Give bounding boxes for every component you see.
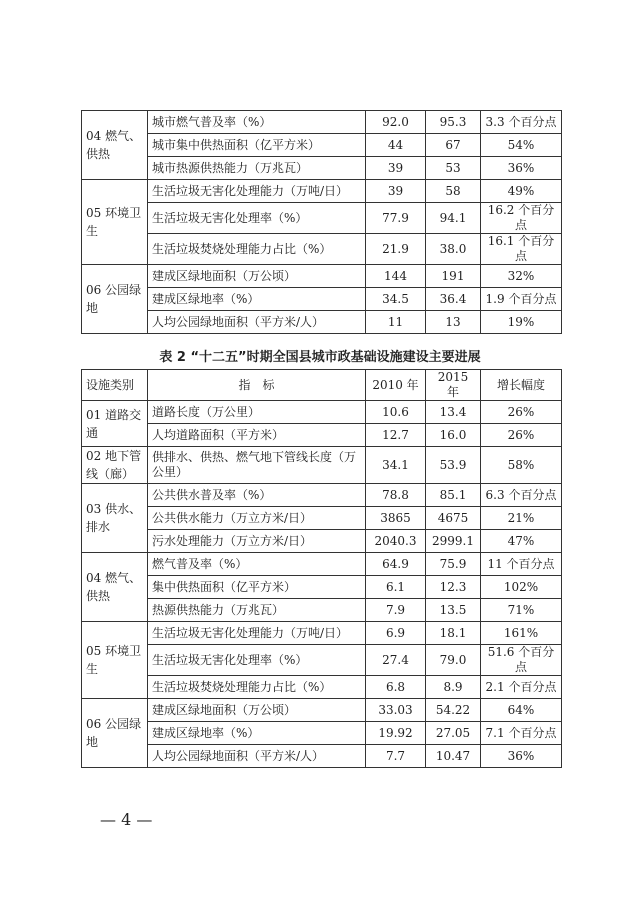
- value-2015-cell: 95.3: [426, 111, 481, 134]
- indicator-cell: 建成区绿地面积（万公顷）: [148, 265, 366, 288]
- category-cell: 04 燃气、供热: [82, 111, 148, 180]
- table-2: [81, 369, 562, 768]
- header-category: 设施类别: [82, 370, 148, 401]
- table-row: [82, 265, 562, 288]
- value-2010-cell: 77.9: [366, 203, 426, 234]
- header-2010: 2010 年: [366, 370, 426, 401]
- category-cell: 06 公园绿地: [82, 699, 148, 768]
- value-2010-cell: 144: [366, 265, 426, 288]
- value-2010-cell: 3865: [366, 507, 426, 530]
- indicator-cell: 城市燃气普及率（%）: [148, 111, 366, 134]
- indicator-cell: 生活垃圾焚烧处理能力占比（%）: [148, 234, 366, 265]
- growth-cell: 7.1 个百分点: [481, 722, 562, 745]
- value-2015-cell: 53: [426, 157, 481, 180]
- header-row: [82, 370, 562, 401]
- value-2015-cell: 54.22: [426, 699, 481, 722]
- category-cell: 01 道路交通: [82, 401, 148, 447]
- header-growth: 增长幅度: [481, 370, 562, 401]
- indicator-cell: 人均公园绿地面积（平方米/人）: [148, 311, 366, 334]
- value-2010-cell: 19.92: [366, 722, 426, 745]
- table-row: [82, 484, 562, 507]
- indicator-cell: 公共供水能力（万立方米/日）: [148, 507, 366, 530]
- table-row: [82, 134, 562, 157]
- table-row: [82, 722, 562, 745]
- growth-cell: 32%: [481, 265, 562, 288]
- value-2010-cell: 7.7: [366, 745, 426, 768]
- value-2010-cell: 10.6: [366, 401, 426, 424]
- indicator-cell: 公共供水普及率（%）: [148, 484, 366, 507]
- indicator-cell: 人均道路面积（平方米）: [148, 424, 366, 447]
- value-2010-cell: 34.1: [366, 447, 426, 484]
- value-2015-cell: 38.0: [426, 234, 481, 265]
- growth-cell: 19%: [481, 311, 562, 334]
- value-2015-cell: 2999.1: [426, 530, 481, 553]
- indicator-cell: 燃气普及率（%）: [148, 553, 366, 576]
- table-row: [82, 645, 562, 676]
- indicator-cell: 集中供热面积（亿平方米）: [148, 576, 366, 599]
- value-2010-cell: 64.9: [366, 553, 426, 576]
- growth-cell: 16.2 个百分点: [481, 203, 562, 234]
- value-2015-cell: 4675: [426, 507, 481, 530]
- value-2010-cell: 78.8: [366, 484, 426, 507]
- category-cell: 04 燃气、供热: [82, 553, 148, 622]
- category-cell: 06 公园绿地: [82, 265, 148, 334]
- value-2010-cell: 7.9: [366, 599, 426, 622]
- value-2015-cell: 75.9: [426, 553, 481, 576]
- header-indicator: 指 标: [148, 370, 366, 401]
- page-number: — 4 —: [100, 810, 153, 829]
- value-2015-cell: 27.05: [426, 722, 481, 745]
- table-row: [82, 311, 562, 334]
- indicator-cell: 污水处理能力（万立方米/日）: [148, 530, 366, 553]
- indicator-cell: 道路长度（万公里）: [148, 401, 366, 424]
- value-2010-cell: 2040.3: [366, 530, 426, 553]
- value-2015-cell: 8.9: [426, 676, 481, 699]
- growth-cell: 26%: [481, 424, 562, 447]
- value-2015-cell: 79.0: [426, 645, 481, 676]
- value-2015-cell: 53.9: [426, 447, 481, 484]
- value-2015-cell: 12.3: [426, 576, 481, 599]
- growth-cell: 51.6 个百分点: [481, 645, 562, 676]
- value-2015-cell: 85.1: [426, 484, 481, 507]
- value-2015-cell: 58: [426, 180, 481, 203]
- table-1-body: [82, 111, 562, 334]
- indicator-cell: 生活垃圾无害化处理能力（万吨/日）: [148, 180, 366, 203]
- value-2010-cell: 39: [366, 180, 426, 203]
- growth-cell: 102%: [481, 576, 562, 599]
- growth-cell: 161%: [481, 622, 562, 645]
- value-2010-cell: 92.0: [366, 111, 426, 134]
- category-cell: 05 环境卫生: [82, 622, 148, 699]
- growth-cell: 58%: [481, 447, 562, 484]
- table-2-header: [82, 370, 562, 401]
- table-2-caption: 表 2 “十二五”时期全国县城市政基础设施建设主要进展: [159, 350, 481, 365]
- table-row: [82, 699, 562, 722]
- value-2010-cell: 34.5: [366, 288, 426, 311]
- indicator-cell: 建成区绿地率（%）: [148, 722, 366, 745]
- growth-cell: 1.9 个百分点: [481, 288, 562, 311]
- table-row: [82, 622, 562, 645]
- table-row: [82, 507, 562, 530]
- category-cell: 03 供水、排水: [82, 484, 148, 553]
- table-row: [82, 599, 562, 622]
- table-row: [82, 180, 562, 203]
- table-row: [82, 676, 562, 699]
- table-row: [82, 553, 562, 576]
- indicator-cell: 城市热源供热能力（万兆瓦）: [148, 157, 366, 180]
- table-row: [82, 111, 562, 134]
- value-2015-cell: 94.1: [426, 203, 481, 234]
- table-row: [82, 203, 562, 234]
- growth-cell: 49%: [481, 180, 562, 203]
- table-row: [82, 447, 562, 484]
- indicator-cell: 生活垃圾无害化处理能力（万吨/日）: [148, 622, 366, 645]
- value-2010-cell: 27.4: [366, 645, 426, 676]
- value-2010-cell: 39: [366, 157, 426, 180]
- growth-cell: 2.1 个百分点: [481, 676, 562, 699]
- indicator-cell: 生活垃圾无害化处理率（%）: [148, 645, 366, 676]
- indicator-cell: 供排水、供热、燃气地下管线长度（万公里）: [148, 447, 366, 484]
- value-2010-cell: 11: [366, 311, 426, 334]
- table-row: [82, 424, 562, 447]
- table-row: [82, 401, 562, 424]
- growth-cell: 54%: [481, 134, 562, 157]
- value-2010-cell: 33.03: [366, 699, 426, 722]
- table-row: [82, 576, 562, 599]
- value-2015-cell: 10.47: [426, 745, 481, 768]
- value-2015-cell: 67: [426, 134, 481, 157]
- growth-cell: 64%: [481, 699, 562, 722]
- table-row: [82, 234, 562, 265]
- category-cell: 02 地下管线（廊）: [82, 447, 148, 484]
- indicator-cell: 人均公园绿地面积（平方米/人）: [148, 745, 366, 768]
- indicator-cell: 热源供热能力（万兆瓦）: [148, 599, 366, 622]
- table-1-continued: [81, 110, 562, 334]
- indicator-cell: 建成区绿地率（%）: [148, 288, 366, 311]
- value-2010-cell: 6.9: [366, 622, 426, 645]
- header-2015: 2015 年: [426, 370, 481, 401]
- value-2015-cell: 16.0: [426, 424, 481, 447]
- indicator-cell: 建成区绿地面积（万公顷）: [148, 699, 366, 722]
- growth-cell: 11 个百分点: [481, 553, 562, 576]
- category-cell: 05 环境卫生: [82, 180, 148, 265]
- value-2015-cell: 13.4: [426, 401, 481, 424]
- value-2010-cell: 21.9: [366, 234, 426, 265]
- table-2-body: [82, 401, 562, 768]
- growth-cell: 47%: [481, 530, 562, 553]
- indicator-cell: 生活垃圾焚烧处理能力占比（%）: [148, 676, 366, 699]
- value-2010-cell: 44: [366, 134, 426, 157]
- value-2015-cell: 13: [426, 311, 481, 334]
- growth-cell: 3.3 个百分点: [481, 111, 562, 134]
- table-row: [82, 745, 562, 768]
- growth-cell: 6.3 个百分点: [481, 484, 562, 507]
- value-2015-cell: 191: [426, 265, 481, 288]
- value-2010-cell: 6.8: [366, 676, 426, 699]
- growth-cell: 16.1 个百分点: [481, 234, 562, 265]
- table-row: [82, 288, 562, 311]
- growth-cell: 36%: [481, 157, 562, 180]
- value-2010-cell: 6.1: [366, 576, 426, 599]
- indicator-cell: 生活垃圾无害化处理率（%）: [148, 203, 366, 234]
- growth-cell: 36%: [481, 745, 562, 768]
- indicator-cell: 城市集中供热面积（亿平方米）: [148, 134, 366, 157]
- growth-cell: 26%: [481, 401, 562, 424]
- growth-cell: 21%: [481, 507, 562, 530]
- table-row: [82, 530, 562, 553]
- growth-cell: 71%: [481, 599, 562, 622]
- table-row: [82, 157, 562, 180]
- value-2015-cell: 18.1: [426, 622, 481, 645]
- value-2015-cell: 13.5: [426, 599, 481, 622]
- value-2015-cell: 36.4: [426, 288, 481, 311]
- value-2010-cell: 12.7: [366, 424, 426, 447]
